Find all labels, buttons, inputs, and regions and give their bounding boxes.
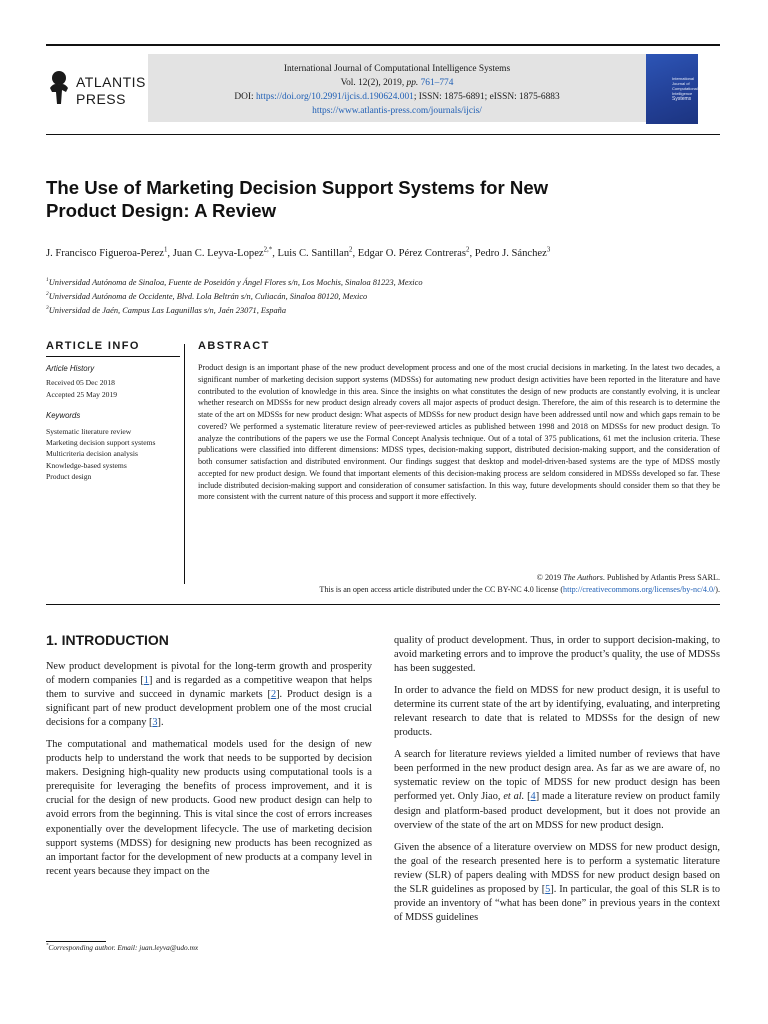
intro-right-column: [394, 634, 720, 933]
reference-link[interactable]: 2: [270, 689, 277, 701]
doi-link[interactable]: https://doi.org/10.2991/ijcis.d.190624.001: [255, 92, 414, 102]
publisher-logo: [46, 70, 146, 110]
publisher-name: [76, 74, 146, 108]
journal-name: International Journal of Computational Intelligence Systems: [283, 64, 511, 74]
author-name: Pedro J. Sánchez: [474, 248, 547, 259]
affiliation: [46, 290, 726, 304]
body-paragraph: [394, 634, 720, 676]
abstract-heading: ABSTRACT: [198, 340, 270, 352]
license-suffix: ).: [715, 585, 720, 595]
history-label: Article History: [46, 364, 95, 373]
affiliation-text: Universidad de Jaén, Campus Las Lagunillas s/n, Jaén 23071, España: [48, 306, 287, 315]
cover-line: Systems: [672, 96, 692, 102]
reference-link[interactable]: 4: [530, 791, 536, 803]
body-paragraph: [394, 841, 720, 925]
abstract-divider: [184, 344, 185, 584]
cover-line: Journal of: [672, 81, 690, 86]
header-rule: [46, 134, 720, 135]
body-paragraph: [46, 738, 372, 878]
keyword: Knowledge-based systems: [46, 460, 127, 470]
affiliation-sup: 3: [46, 305, 49, 312]
journal-site-link[interactable]: https://www.atlantis-press.com/journals/ijcis/: [312, 106, 482, 116]
abstract-text: Product design is an important phase of the new product development process and one of the most crucial decisions in marketing. In the latest two decades, a significant number of marketing decision support systems (MDSSs) for automating new product design activities have been reported in the literature and have contributed to the evolution of knowledge in this area. Since the insights on what constitutes the design of new products are constantly evolving, it is unclear whether research on MDSSs for new product design already covers all major aspects of product design. Therefore, the aim of this research is to determine the state of the art on MDSSs for new product design: What aspects of MDSSs for new product design have been addressed until now and which gaps remain to be covered? We performed a systematic literature review of peer-reviewed articles as published between 1998 and 2018 on MDSSs for new product design. To analyze the contributions of the papers we use the Formal Concept Analysis technique. Out of a total of 375 publications, 61 met the inclusion criteria. These publications were classified into different dimensions: MDSS types, decision-making support, distributed decision-making support, and the consideration of both consumer satisfaction and distributed environment. Our findings suggest that desktop and model-driven-based systems are the type of MDSS mostly accepted for new product design. We found that important elements of this decision-making process are seldom considered in MDSSs developed so far. These include distributed decision-making support and consideration of consumer satisfaction. In this way, future developments should consider them so that they be more consistent with the current nature of this process and support it more effectively.: [198, 363, 720, 502]
paragraph-text: ]. In particular, the goal of this SLR is to provide an inventory of “what has been done” in previous years in the context of MDSS guidelines: [394, 883, 720, 923]
footnote: [46, 943, 198, 952]
paragraph-text: quality of product development. Thus, in order to support decision-making, to avoid marketing errors and to improve the product’s quality, the use of MDSSs has been suggested.: [394, 635, 720, 675]
journal-doi: [150, 90, 644, 104]
reference-link[interactable]: 3: [152, 717, 158, 729]
paragraph-text: ] and is regarded as a competitive weapon that helps them to survive and succeed in dynamic markets [: [46, 675, 372, 701]
publisher-name-line2: PRESS: [76, 91, 126, 107]
author-sep: ,: [352, 248, 358, 259]
author: [173, 248, 278, 259]
keyword: Systematic literature review: [46, 426, 132, 436]
keywords-label: Keywords: [46, 411, 81, 421]
issn-text: ; ISSN: 1875-6891; eISSN: 1875-6883: [413, 92, 560, 102]
cover-line: Intelligence: [672, 91, 693, 96]
paragraph-text: ].: [157, 717, 164, 729]
author: [475, 248, 551, 259]
abstract-bottom-rule: [46, 604, 720, 605]
license-prefix: This is an open access article distributed under the CC BY-NC 4.0 license (: [319, 585, 564, 595]
affiliation-text: Universidad Autónoma de Occidente, Blvd. Lola Beltrán s/n, Culiacán, Sinaloa 80120, Mexico: [48, 292, 368, 301]
reference-link[interactable]: 1: [143, 675, 149, 687]
paragraph-text: ] made a literature review on product family design and platform-based product development, but it does not provide an overview of the state of the art on MDSS for new product design.: [394, 791, 720, 831]
license-line: [198, 584, 720, 596]
cover-line: Computational: [672, 86, 698, 91]
body-paragraph: [46, 660, 372, 730]
author-name: Edgar O. Pérez Contreras: [357, 248, 466, 259]
article-info-heading: ARTICLE INFO: [46, 340, 140, 352]
accepted-date: Accepted 25 May 2019: [46, 389, 118, 399]
author: [278, 248, 358, 259]
journal-cover[interactable]: [646, 54, 698, 124]
affiliation: [46, 276, 726, 290]
emphasis-text: et al.: [503, 791, 525, 803]
author-sup: 1: [163, 246, 168, 254]
author-sup: 3: [546, 246, 551, 254]
author-sep: ,: [272, 248, 278, 259]
author-list: [46, 248, 726, 259]
atlas-figure-icon: [46, 70, 72, 106]
volume-text: Vol. 12(2), 2019,: [340, 78, 407, 88]
publisher-name-line1: ATLANTIS: [76, 74, 146, 90]
author-sup: 2: [466, 246, 470, 254]
copyright-block: [198, 572, 720, 597]
footnote-marker: *: [46, 943, 49, 949]
affiliation-sup: 1: [46, 277, 49, 284]
cover-title: [672, 76, 698, 102]
author-name: Juan C. Leyva-Lopez: [172, 248, 264, 259]
affiliation: [46, 304, 726, 318]
section-heading: 1. INTRODUCTION: [46, 632, 169, 648]
journal-volume: [150, 76, 644, 90]
author: [46, 248, 173, 259]
paragraph-text: A search for literature reviews yielded a limited number of reviews that have been performed in the new product design area. As far as we are aware of, no systematic review on the topic of MDSS for new product design has been performed yet. Only Jiao,: [394, 749, 720, 803]
footnote-text: Corresponding author. Email: juan.leyva@udo.mx: [48, 943, 199, 952]
footnote-rule: [46, 941, 106, 942]
received-date: Received 05 Dec 2018: [46, 378, 115, 388]
copyright-authors: The Authors: [563, 573, 603, 582]
paragraph-text: The computational and mathematical models used for the design of new products help to understand the work that needs to be supported by decision makers. Designing high-quality new products using computational tools is a prerequisite for leveraging the benefits of process improvement, and it is crucial for the design of new products. Good new product design can help to avoid errors from the beginning. This is vital since the cost of errors increases exponentially over the development lifecycle. The use of marketing decision support systems (MDSS) for designing new products has been recognized as an important factor for the development of new products at a company level in recent years because they impact on the: [46, 739, 372, 877]
copyright-line: [198, 572, 720, 584]
keyword: Product design: [46, 472, 92, 482]
keyword: Multicriteria decision analysis: [46, 449, 138, 459]
reference-link[interactable]: 5: [545, 883, 551, 895]
paragraph-text: Given the absence of a literature overview on MDSS for new product design, the goal of the research presented here is to perform a systematic literature review (SLR) of papers dealing with MDSS for new product design based on the SLR guidelines as proposed by [: [394, 841, 720, 895]
affiliation-list: [46, 276, 726, 318]
affiliation-sup: 2: [46, 291, 49, 298]
paragraph-text: ]. Product design is a significant part of new product development problem one of the most crucial decisions for a company [: [46, 689, 372, 729]
journal-info: [150, 62, 644, 118]
author-sup: 2: [349, 246, 353, 254]
author-sup: 2,*: [263, 246, 273, 254]
paragraph-text: In order to advance the field on MDSS for new product design, it is useful to determine its current state of the art by identifying, evaluating, and interpreting relevant research to date that is related to MDSSs for the design of new products.: [394, 685, 720, 739]
journal-site-row: [150, 104, 644, 118]
license-link[interactable]: http://creativecommons.org/licenses/by-nc/4.0/: [563, 585, 716, 595]
article-info: [46, 362, 182, 483]
article-info-rule: [46, 356, 180, 357]
author-name: J. Francisco Figueroa-Perez: [46, 248, 164, 259]
author-sep: ,: [167, 248, 173, 259]
copyright-suffix: . Published by Atlantis Press SARL.: [602, 573, 720, 582]
doi-label: DOI:: [234, 92, 256, 102]
affiliation-text: Universidad Autónoma de Sinaloa, Fuente de Poseidón y Ángel Flores s/n, Los Mochis, Sinaloa 81223, Mexico: [48, 278, 423, 287]
body-paragraph: [394, 684, 720, 740]
author-name: Luis C. Santillan: [277, 248, 350, 259]
author: [358, 248, 475, 259]
body-paragraph: [394, 748, 720, 832]
author-sep: ,: [469, 248, 475, 259]
keyword: Marketing decision support systems: [46, 438, 156, 448]
pages-label: pp.: [406, 78, 419, 88]
title-line: The Use of Marketing Decision Support Systems for New: [46, 177, 549, 198]
paragraph-text: [: [524, 791, 531, 803]
intro-left-column: [46, 660, 372, 887]
article-title: [46, 176, 686, 222]
top-rule: [46, 44, 720, 46]
paragraph-text: New product development is pivotal for the long-term growth and prosperity of modern companies [: [46, 661, 372, 687]
pages-link[interactable]: 761–774: [420, 78, 454, 88]
cover-line: International: [672, 76, 695, 81]
copyright-prefix: © 2019: [536, 573, 564, 582]
title-line: Product Design: A Review: [46, 200, 277, 221]
